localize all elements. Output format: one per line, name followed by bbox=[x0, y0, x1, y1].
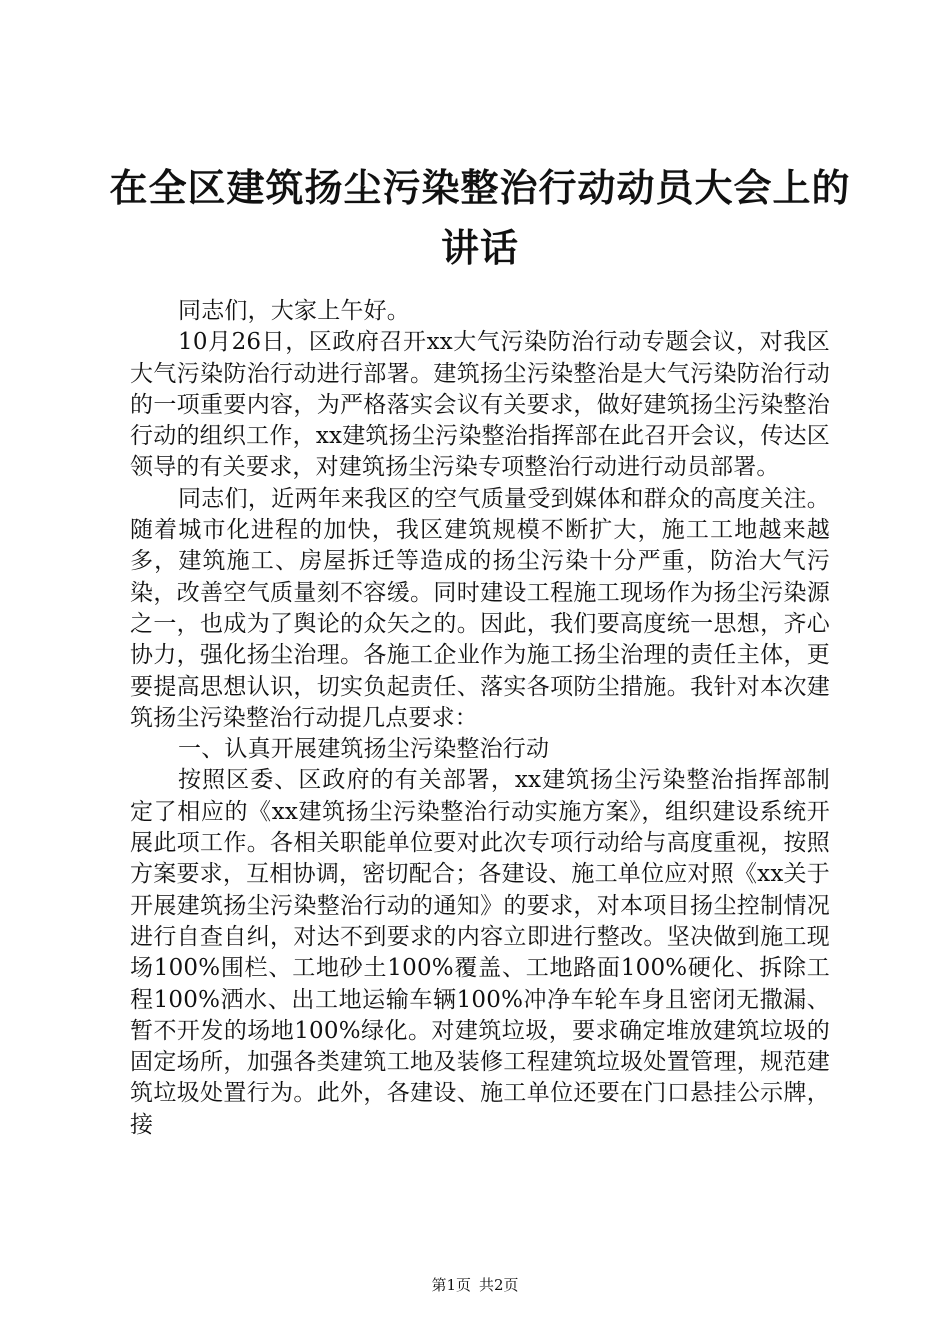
page-number-total: 共2页 bbox=[479, 1276, 519, 1294]
paragraph-section-1-body: 按照区委、区政府的有关部署，xx建筑扬尘污染整治指挥部制定了相应的《xx建筑扬尘污染整治行动实施方案》，组织建设系统开展此项工作。各相关职能单位要对此次专项行动给与高度重视，按照方案要求，互相协调，密切配合；各建设、施工单位应对照《xx关于开展建筑扬尘污染整治行动的通知》的要求，对本项目扬尘控制情况进行自查自纠，对达不到要求的内容立即进行整改。坚决做到施工现场100%围栏、工地砂土100%覆盖、工地路面100%硬化、拆除工程100%洒水、出工地运输车辆100%冲净车轮车身且密闭无撒漏、暂不开发的场地100%绿化。对建筑垃圾，要求确定堆放建筑垃圾的固定场所，加强各类建筑工地及装修工程建筑垃圾处置管理，规范建筑垃圾处置行为。此外，各建设、施工单位还要在门口悬挂公示牌，接 bbox=[130, 767, 830, 1138]
page-footer bbox=[0, 1275, 950, 1295]
paragraph-air-quality: 同志们，近两年来我区的空气质量受到媒体和群众的高度关注。随着城市化进程的加快，我区建筑规模不断扩大，施工工地越来越多，建筑施工、房屋拆迁等造成的扬尘污染十分严重，防治大气污染，改善空气质量刻不容缓。同时建设工程施工现场作为扬尘污染源之一，也成为了舆论的众矢之的。因此，我们要高度统一思想，齐心协力，强化扬尘治理。各施工企业作为施工扬尘治理的责任主体，更要提高思想认识，切实负起责任、落实各项防尘措施。我针对本次建筑扬尘污染整治行动提几点要求： bbox=[130, 485, 830, 731]
document-body bbox=[130, 296, 830, 1141]
paragraph-meeting-intro: 10月26日，区政府召开xx大气污染防治行动专题会议，对我区大气污染防治行动进行部署。建筑扬尘污染整治是大气污染防治行动的一项重要内容，为严格落实会议有关要求，做好建筑扬尘污染整治行动的组织工作，xx建筑扬尘污染整治指挥部在此召开会议，传达区领导的有关要求，对建筑扬尘污染专项整治行动进行动员部署。 bbox=[130, 329, 830, 481]
paragraph-greeting: 同志们，大家上午好。 bbox=[178, 298, 410, 324]
document-title: 在全区建筑扬尘污染整治行动动员大会上的讲话 bbox=[109, 165, 851, 270]
section-heading-1: 一、认真开展建筑扬尘污染整治行动 bbox=[178, 736, 550, 763]
page-number-current: 第1页 bbox=[431, 1276, 471, 1294]
